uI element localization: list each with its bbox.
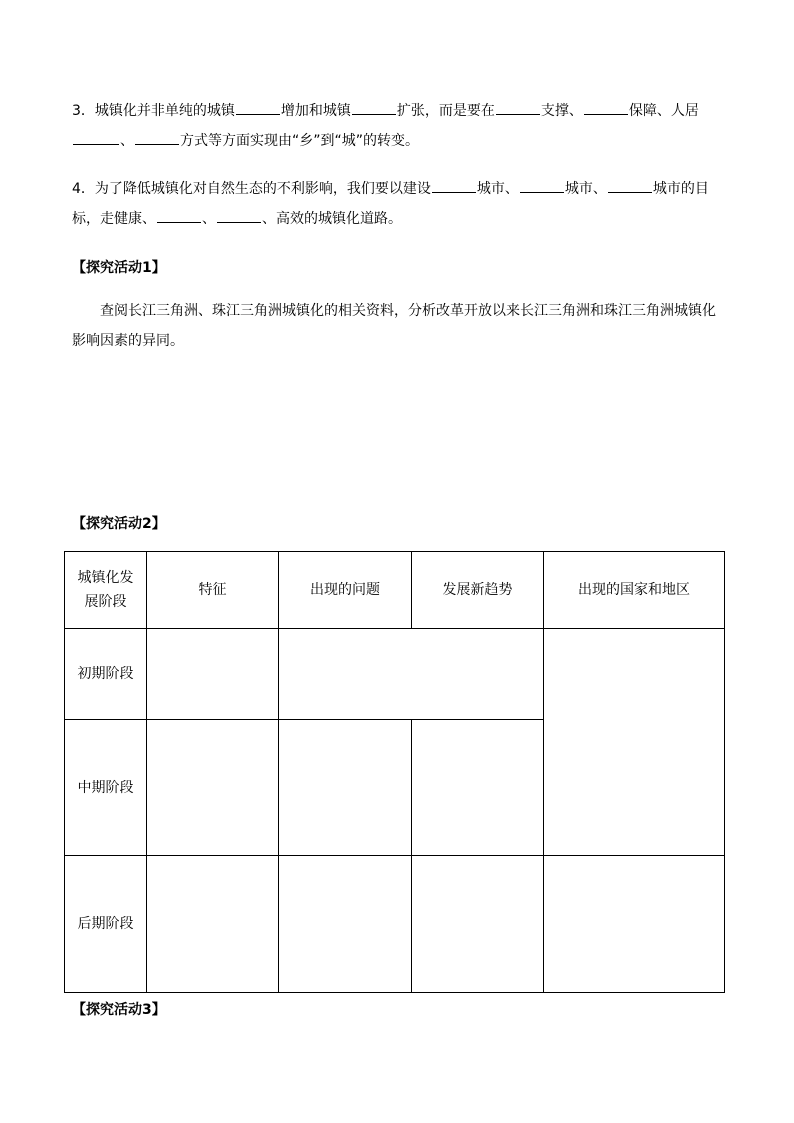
cell-middle-trends[interactable] xyxy=(412,720,544,856)
header-features: 特征 xyxy=(147,552,279,629)
q4-text-2: 城市、 xyxy=(476,181,519,197)
question-4 xyxy=(72,174,724,234)
q3-text-3: 扩张，而是要在 xyxy=(396,103,495,119)
q4-text-5: 、 xyxy=(202,211,216,227)
cell-late-features[interactable] xyxy=(147,856,279,993)
header-problems: 出现的问题 xyxy=(279,552,412,629)
q3-text-2: 增加和城镇 xyxy=(280,103,351,119)
activity-1-heading: 【探究活动1】 xyxy=(72,260,166,276)
q4-blank-4[interactable] xyxy=(157,204,201,223)
cell-late-problems[interactable] xyxy=(279,856,412,993)
q3-blank-3[interactable] xyxy=(496,96,540,115)
row-label-middle: 中期阶段 xyxy=(65,720,147,856)
q3-text-5: 保障、人居 xyxy=(628,103,699,119)
question-3 xyxy=(72,96,724,156)
cell-late-regions[interactable] xyxy=(544,856,725,993)
row-label-initial: 初期阶段 xyxy=(65,629,147,720)
q4-text-3: 城市、 xyxy=(564,181,607,197)
table-row xyxy=(65,856,725,993)
urbanization-stage-table xyxy=(64,551,725,993)
header-regions: 出现的国家和地区 xyxy=(544,552,725,629)
q3-blank-6[interactable] xyxy=(135,126,179,145)
q3-text-4: 支撑、 xyxy=(540,103,583,119)
table-header-row xyxy=(65,552,725,629)
header-trends: 发展新趋势 xyxy=(412,552,544,629)
q3-text-1: 3．城镇化并非单纯的城镇 xyxy=(72,103,235,119)
q4-text-6: 、高效的城镇化道路。 xyxy=(262,211,402,227)
q3-blank-1[interactable] xyxy=(236,96,280,115)
q3-text-7: 方式等方面实现由“乡”到“城”的转变。 xyxy=(180,133,420,149)
activity-3-heading: 【探究活动3】 xyxy=(72,1002,166,1018)
q3-text-6: 、 xyxy=(120,133,134,149)
table-row xyxy=(65,629,725,720)
q3-blank-5[interactable] xyxy=(73,126,119,145)
q3-blank-4[interactable] xyxy=(584,96,628,115)
q3-blank-2[interactable] xyxy=(352,96,396,115)
cell-initial-problems-trends[interactable] xyxy=(279,629,544,720)
cell-late-trends[interactable] xyxy=(412,856,544,993)
cell-initial-middle-regions[interactable] xyxy=(544,629,725,856)
activity-1-text: 查阅长江三角洲、珠江三角洲城镇化的相关资料，分析改革开放以来长江三角洲和珠江三角洲城镇化影响因素的异同。 xyxy=(72,303,716,349)
q4-text-1: 4．为了降低城镇化对自然生态的不利影响，我们要以建设 xyxy=(72,181,431,197)
activity-2-heading: 【探究活动2】 xyxy=(72,516,166,532)
cell-middle-problems[interactable] xyxy=(279,720,412,856)
q4-blank-5[interactable] xyxy=(217,204,261,223)
row-label-late: 后期阶段 xyxy=(65,856,147,993)
cell-middle-features[interactable] xyxy=(147,720,279,856)
cell-initial-features[interactable] xyxy=(147,629,279,720)
q4-text-4: 城市的目标，走健康、 xyxy=(72,181,709,227)
q4-blank-2[interactable] xyxy=(520,174,564,193)
q4-blank-3[interactable] xyxy=(608,174,652,193)
q4-blank-1[interactable] xyxy=(432,174,476,193)
header-stage: 城镇化发展阶段 xyxy=(65,552,147,629)
